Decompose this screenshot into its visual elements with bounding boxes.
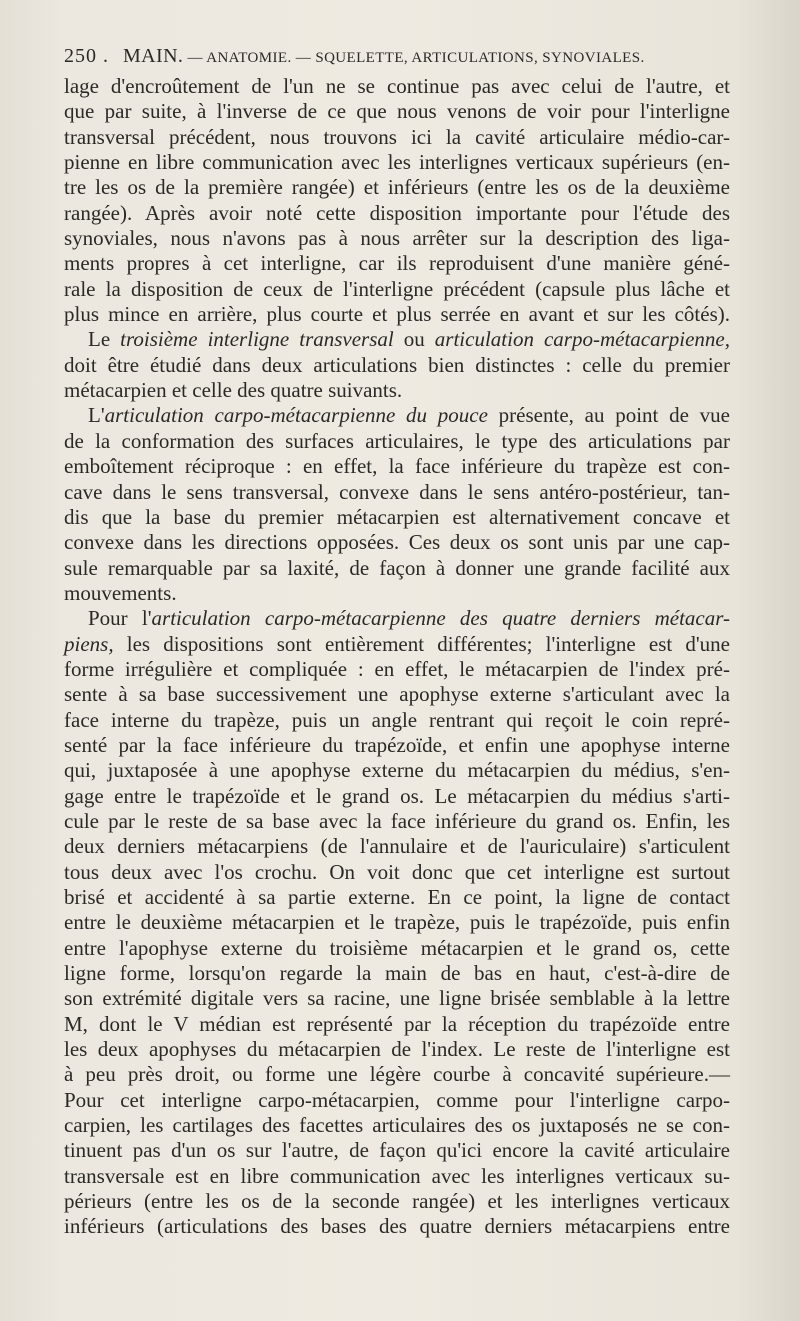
text-line: transversal précédent, nous trouvons ici la cavité articulaire médio-car- (64, 124, 730, 149)
text-line: pienne en libre communication avec les interlignes verticaux supérieurs (en- (64, 150, 730, 175)
text-line-italic-mixed: piens, les dispositions sont entièrement différentes; l'interligne est d'une (64, 631, 730, 656)
text-line: son extrémité digitale vers sa racine, une ligne brisée semblable à la lettre (64, 986, 730, 1011)
text-line: ments propres à cet interligne, car ils reproduisent d'une manière géné- (64, 251, 730, 276)
text-line: synoviales, nous n'avons pas à nous arrêter sur la description des liga- (64, 226, 730, 251)
text-line: inférieurs (articulations des bases des quatre derniers métacarpiens entre (64, 1214, 730, 1239)
text-line: mouvements. (64, 580, 177, 605)
text-line: sente à sa base successivement une apophyse externe s'articulant avec la (64, 682, 730, 707)
text-line: carpien, les cartilages des facettes articulaires des os juxtaposés ne se con- (64, 1113, 730, 1138)
text-line: transversale est en libre communication avec les interlignes verticaux su- (64, 1163, 730, 1188)
text-line: périeurs (entre les os de la seconde rangée) et les interlignes verticaux (64, 1189, 730, 1214)
text-line: M, dont le V médian est représenté par la réception du trapézoïde entre (64, 1011, 730, 1036)
text-line: plus mince en arrière, plus courte et plus serrée en avant et sur les côtés). (64, 302, 730, 327)
text-line: emboîtement réciproque : en effet, la face inférieure du trapèze est con- (64, 454, 730, 479)
text-line-italic-mixed: Le troisième interligne transversal ou articulation carpo-métacarpienne, (88, 327, 731, 352)
text-line: brisé et accidenté à sa partie externe. En ce point, la ligne de contact (64, 885, 730, 909)
text-line: ligne forme, lorsqu'on regarde la main de bas en haut, c'est-à-dire de (64, 961, 730, 986)
text-line: Pour cet interligne carpo-métacarpien, comme pour l'interligne carpo- (64, 1087, 730, 1112)
italic-run: articulation carpo-métacarpienne du pouce (104, 403, 488, 428)
text-line-italic-mixed: L'articulation carpo-métacarpienne du pouce présente, au point de vue (88, 403, 730, 428)
running-title (123, 42, 645, 72)
text-line: tre les os de la première rangée) et inférieurs (entre les os de la deuxième (64, 175, 730, 200)
italic-run: troisième interligne transversal (120, 327, 394, 352)
italic-run: articulation carpo-métacarpienne, (434, 327, 731, 352)
text-line: doit être étudié dans deux articulations bien distinctes : celle du premier (64, 352, 730, 377)
text-line: cave dans le sens transversal, convexe dans le sens antéro-postérieur, tan- (64, 479, 730, 504)
text-line: entre le deuxième métacarpien et le trapèze, puis le trapézoïde, puis enfin (64, 910, 730, 935)
text-line: entre l'apophyse externe du troisième métacarpien et le grand os, cette (64, 935, 730, 960)
text-line: rale la disposition de ceux de l'interligne précédent (capsule plus lâche et (64, 276, 730, 301)
running-title-rest: — ANATOMIE. — SQUELETTE, ARTICULATIONS, SYNOVIALES. (187, 50, 645, 66)
text-line: dis que la base du premier métacarpien est alternativement concave et (64, 504, 730, 529)
text-line-italic-mixed: Pour l'articulation carpo-métacarpienne des quatre derniers métacar- (88, 606, 730, 631)
text-line: convexe dans les directions opposées. Ces deux os sont unis par une cap- (64, 530, 730, 555)
italic-run: piens, (64, 631, 114, 656)
text-line: deux derniers métacarpiens (de l'annulaire et de l'auriculaire) s'articulent (64, 834, 730, 859)
running-title-lead: MAIN. (123, 45, 184, 67)
text-line: gage entre le trapézoïde et le grand os. Le métacarpien du médius s'arti- (64, 783, 730, 808)
page-number: 250 . (64, 45, 109, 67)
text-line: cule par le reste de sa base avec la face inférieure du grand os. Enfin, les (64, 808, 730, 833)
page-text-block (64, 42, 730, 1240)
text-line: les deux apophyses du métacarpien de l'index. Le reste de l'interligne est (64, 1037, 730, 1062)
text-line: de la conformation des surfaces articulaires, le type des articulations par (64, 428, 730, 453)
text-line: métacarpien et celle des quatre suivants. (64, 378, 403, 403)
text-line: lage d'encroûtement de l'un ne se continue pas avec celui de l'autre, et (64, 74, 730, 98)
text-line: à peu près droit, ou forme une légère courbe à concavité supérieure.— (64, 1062, 730, 1087)
text-line: face interne du trapèze, puis un angle rentrant qui reçoit le coin repré- (64, 707, 730, 732)
running-header (64, 42, 730, 74)
text-line: rangée). Après avoir noté cette disposition importante pour l'étude des (64, 200, 730, 225)
text-line: forme irrégulière et compliquée : en effet, le métacarpien de l'index pré- (64, 656, 730, 681)
text-line: senté par la face inférieure du trapézoïde, et enfin une apophyse interne (64, 732, 730, 757)
text-line: tinuent pas d'un os sur l'autre, de façon qu'ici encore la cavité articulaire (64, 1138, 730, 1163)
text-line: que par suite, à l'inverse de ce que nous venons de voir pour l'interligne (64, 99, 730, 124)
text-line: tous deux avec l'os crochu. On voit donc que cet interligne est surtout (64, 859, 730, 884)
italic-run: articulation carpo-métacarpienne des quatre derniers métacar- (151, 606, 730, 631)
text-line: sule remarquable par sa laxité, de façon à donner une grande facilité aux (64, 555, 730, 580)
text-line: qui, juxtaposée à une apophyse externe du métacarpien du médius, s'en- (64, 758, 730, 783)
